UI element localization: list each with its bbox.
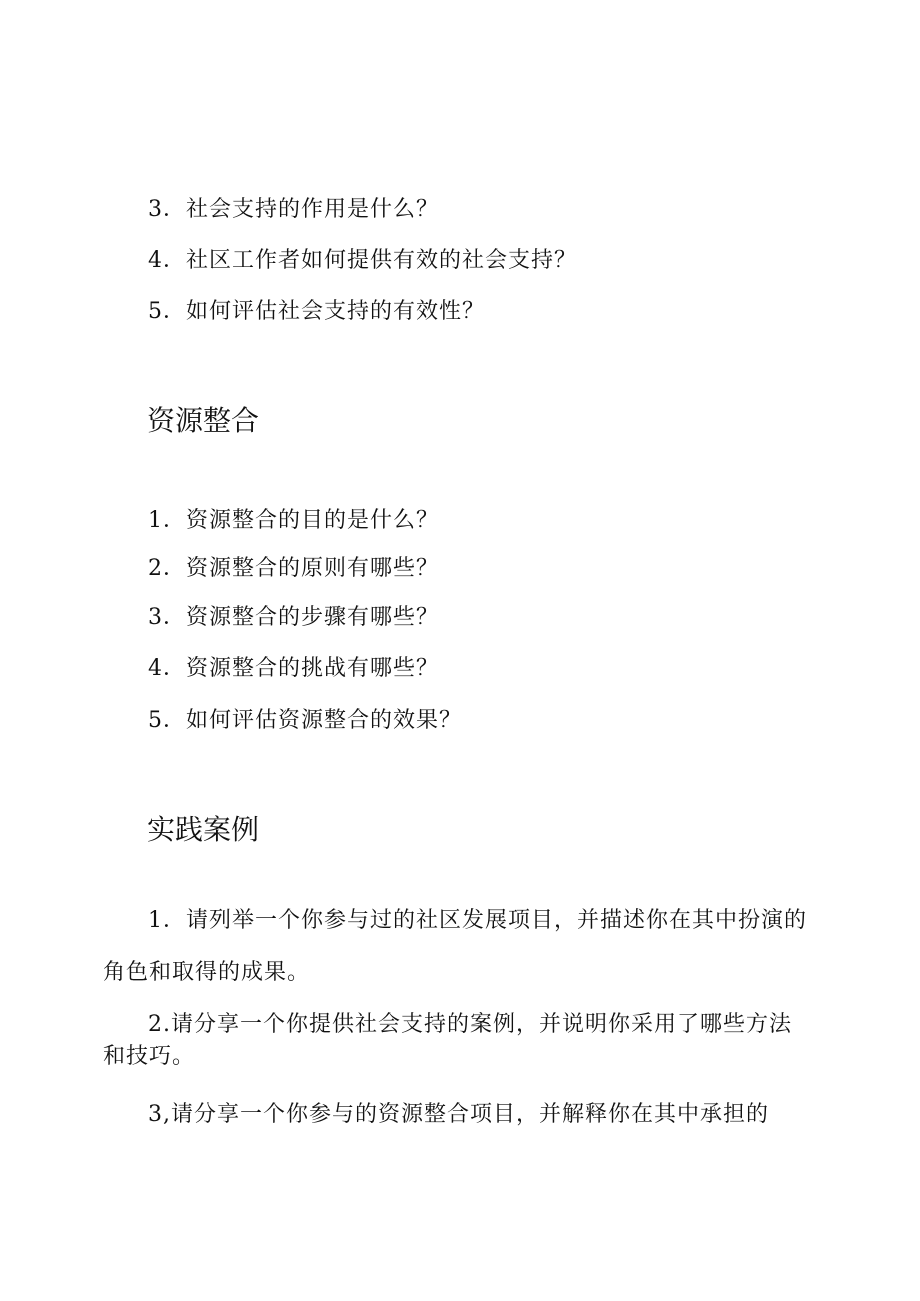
case-item-line: 角色和取得的成果。	[103, 960, 311, 985]
case-item-line: 1．请列举一个你参与过的社区发展项目，并描述你在其中扮演的	[148, 908, 807, 933]
section-heading-practice-cases: 实践案例	[147, 813, 260, 846]
case-item-line: 2.请分享一个你提供社会支持的案例，并说明你采用了哪些方法	[148, 1012, 792, 1037]
question-item: 1．资源整合的目的是什么？	[148, 508, 439, 533]
question-item: 4．社区工作者如何提供有效的社会支持？	[148, 248, 577, 273]
case-item-line: 和技巧。	[103, 1044, 196, 1069]
question-item: 5．如何评估社会支持的有效性？	[148, 299, 485, 324]
section-heading-resource-integration: 资源整合	[147, 404, 260, 437]
question-item: 3．社会支持的作用是什么？	[148, 197, 439, 222]
question-item: 2．资源整合的原则有哪些？	[148, 556, 439, 581]
question-item: 5．如何评估资源整合的效果？	[148, 708, 462, 733]
question-item: 4．资源整合的挑战有哪些？	[148, 656, 439, 681]
case-item-line: 3,请分享一个你参与的资源整合项目，并解释你在其中承担的	[148, 1102, 769, 1127]
question-item: 3．资源整合的步骤有哪些？	[148, 605, 439, 630]
